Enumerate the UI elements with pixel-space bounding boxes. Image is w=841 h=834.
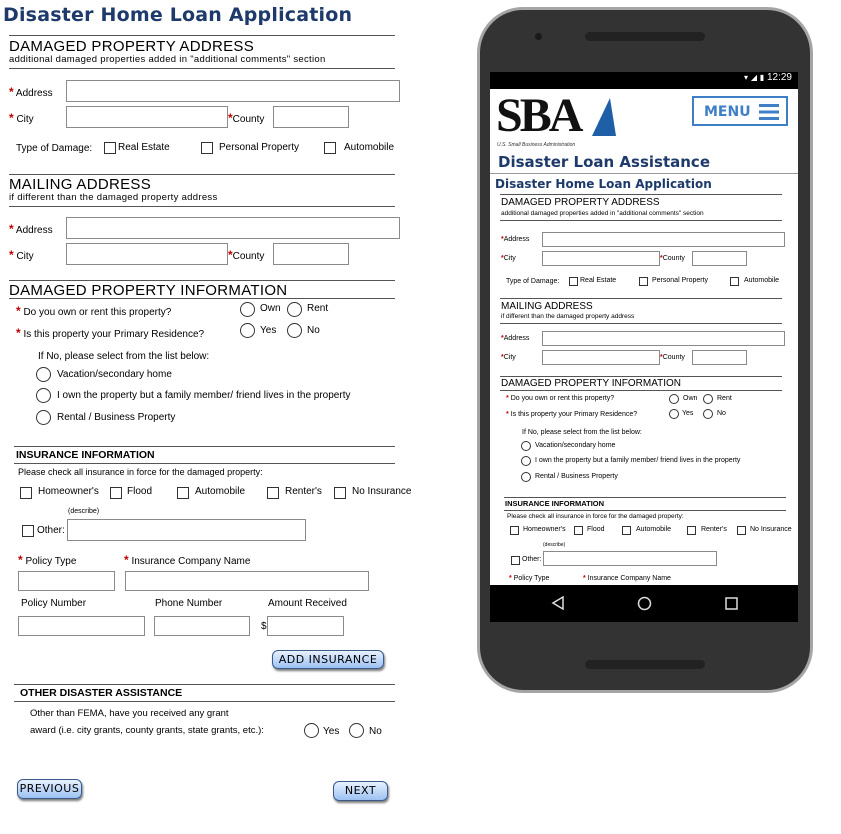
- dollar-sign: $: [261, 621, 267, 632]
- amount-received-input[interactable]: [267, 616, 344, 636]
- mailing-address-subheading: if different than the damaged property address: [9, 192, 218, 203]
- mailing-address-heading: MAILING ADDRESS: [9, 176, 152, 193]
- home-circle-icon[interactable]: [637, 596, 652, 611]
- sba-logo[interactable]: SBA: [496, 89, 581, 142]
- own-rent-question: * Do you own or rent this property?: [16, 304, 172, 318]
- renters-label: Renter's: [285, 486, 322, 497]
- automobile-label: Automobile: [744, 277, 780, 284]
- county-label: *County: [660, 354, 685, 361]
- county-label: *County: [228, 248, 265, 262]
- address-label: * Address: [9, 85, 53, 99]
- auto-insurance-checkbox[interactable]: [622, 526, 631, 535]
- describe-hint: (describe): [543, 542, 566, 548]
- damaged-address-input[interactable]: [66, 80, 400, 102]
- primary-yes-radio[interactable]: [240, 323, 255, 338]
- grant-yes-radio[interactable]: [304, 723, 319, 738]
- menu-label: MENU: [704, 104, 751, 120]
- amount-received-label: Amount Received: [268, 598, 347, 609]
- mailing-subheading: if different than the damaged property address: [501, 313, 635, 320]
- wifi-icon: ▾: [744, 73, 749, 82]
- type-of-damage-label: Type of Damage:: [16, 143, 93, 154]
- homeowners-label: Homeowner's: [38, 486, 99, 497]
- other-insurance-input[interactable]: [543, 551, 717, 566]
- divider: [504, 497, 786, 498]
- damaged-address-input[interactable]: [542, 232, 785, 247]
- speaker-grille: [585, 660, 705, 669]
- yes-label: Yes: [260, 325, 277, 336]
- page-title: Disaster Home Loan Application: [3, 4, 353, 26]
- family-member-label: I own the property but a family member/ friend lives in the property: [535, 457, 741, 464]
- automobile-label: Automobile: [344, 142, 395, 153]
- divider: [500, 220, 782, 221]
- rental-label: Rental / Business Property: [57, 412, 176, 423]
- automobile-checkbox[interactable]: [324, 142, 336, 154]
- rent-label: Rent: [307, 303, 329, 314]
- divider: [500, 390, 782, 391]
- primary-residence-question: * Is this property your Primary Residence?: [506, 411, 638, 418]
- no-label: No: [717, 410, 726, 417]
- divider: [500, 323, 782, 324]
- rental-radio[interactable]: [521, 472, 531, 482]
- real-estate-label: Real Estate: [580, 277, 617, 284]
- android-nav-bar: [490, 585, 798, 622]
- mailing-address-input[interactable]: [66, 217, 400, 239]
- damaged-city-input[interactable]: [66, 106, 228, 128]
- address-label: * Address: [9, 222, 53, 236]
- personal-property-label: Personal Property: [219, 142, 300, 153]
- policy-type-label: * Policy Type: [18, 553, 77, 567]
- family-member-label: I own the property but a family member/ friend lives in the property: [57, 390, 351, 401]
- damaged-heading: DAMAGED PROPERTY ADDRESS: [501, 197, 660, 208]
- own-label: Own: [260, 303, 281, 314]
- homeowners-label: Homeowner's: [523, 526, 566, 533]
- auto-insurance-checkbox[interactable]: [177, 487, 189, 499]
- rent-radio[interactable]: [703, 394, 713, 404]
- divider: [14, 446, 395, 447]
- signal-icon: ◢: [750, 73, 757, 82]
- rent-radio[interactable]: [287, 302, 302, 317]
- divider: [9, 206, 395, 207]
- divider: [9, 174, 395, 175]
- flood-checkbox[interactable]: [574, 526, 583, 535]
- divider: [9, 280, 395, 281]
- own-rent-question: * Do you own or rent this property?: [506, 395, 615, 402]
- status-bar: [490, 72, 798, 89]
- mailing-city-input[interactable]: [542, 350, 660, 365]
- policy-number-label: Policy Number: [21, 598, 87, 609]
- describe-hint: (describe): [68, 508, 100, 515]
- renters-checkbox[interactable]: [687, 526, 696, 535]
- no-insurance-checkbox[interactable]: [737, 526, 746, 535]
- property-info-heading: DAMAGED PROPERTY INFORMATION: [501, 378, 682, 389]
- if-no-instruction: If No, please select from the list below:: [522, 429, 642, 436]
- phone-screen: [490, 72, 798, 622]
- speaker-grille: [585, 32, 705, 41]
- damaged-county-input[interactable]: [692, 251, 747, 266]
- city-label: * City: [9, 248, 34, 262]
- divider: [490, 173, 798, 174]
- status-time: 12:29: [766, 72, 792, 83]
- mailing-city-input[interactable]: [66, 243, 228, 265]
- policy-type-label: * Policy Type: [509, 575, 550, 582]
- damaged-address-heading: DAMAGED PROPERTY ADDRESS: [9, 38, 255, 55]
- vacation-radio[interactable]: [521, 441, 531, 451]
- flood-label: Flood: [587, 526, 605, 533]
- hamburger-icon: [759, 104, 779, 120]
- family-member-radio[interactable]: [36, 388, 51, 403]
- add-insurance-button[interactable]: ADD INSURANCE: [272, 650, 384, 669]
- mailing-heading: MAILING ADDRESS: [501, 301, 593, 312]
- personal-property-checkbox[interactable]: [201, 142, 213, 154]
- phone-number-label: Phone Number: [155, 598, 223, 609]
- renters-checkbox[interactable]: [267, 487, 279, 499]
- company-name-label: * Insurance Company Name: [124, 553, 251, 567]
- personal-property-label: Personal Property: [652, 277, 709, 284]
- rental-label: Rental / Business Property: [535, 473, 618, 480]
- sba-logo-wedge-icon: [590, 96, 616, 138]
- divider: [9, 68, 395, 69]
- real-estate-checkbox[interactable]: [569, 277, 578, 286]
- previous-button[interactable]: PREVIOUS: [17, 779, 82, 799]
- insurance-instruction: Please check all insurance in force for the damaged property:: [507, 513, 684, 520]
- next-button[interactable]: NEXT: [333, 781, 388, 801]
- primary-residence-question: * Is this property your Primary Residence?: [16, 326, 205, 340]
- own-radio[interactable]: [669, 394, 679, 404]
- other-assistance-heading: OTHER DISASTER ASSISTANCE: [20, 687, 183, 699]
- vacation-label: Vacation/secondary home: [57, 369, 172, 380]
- own-label: Own: [683, 395, 698, 402]
- damaged-county-input[interactable]: [273, 106, 349, 128]
- auto-insurance-label: Automobile: [636, 526, 672, 533]
- address-label: *Address: [501, 236, 530, 243]
- property-info-heading: DAMAGED PROPERTY INFORMATION: [9, 282, 288, 299]
- grant-question-line1: Other than FEMA, have you received any grant: [30, 708, 229, 719]
- grant-no-radio[interactable]: [349, 723, 364, 738]
- divider: [504, 510, 786, 511]
- rental-radio[interactable]: [36, 410, 51, 425]
- real-estate-checkbox[interactable]: [104, 142, 116, 154]
- if-no-instruction: If No, please select from the list below:: [38, 351, 210, 362]
- back-triangle-icon[interactable]: [551, 596, 565, 610]
- other-insurance-checkbox[interactable]: [511, 556, 520, 565]
- policy-number-input[interactable]: [18, 616, 145, 636]
- insurance-instruction: Please check all insurance in force for the damaged property:: [18, 467, 263, 477]
- county-label: *County: [228, 111, 265, 125]
- damaged-subheading: additional damaged properties added in "additional comments" section: [501, 210, 704, 217]
- company-name-label: * Insurance Company Name: [583, 575, 671, 582]
- grant-yes-label: Yes: [323, 726, 340, 737]
- insurance-heading: INSURANCE INFORMATION: [16, 449, 155, 461]
- automobile-checkbox[interactable]: [730, 277, 739, 286]
- flood-label: Flood: [127, 486, 153, 497]
- type-of-damage-label: Type of Damage:: [506, 278, 560, 285]
- family-member-radio[interactable]: [521, 456, 531, 466]
- personal-property-checkbox[interactable]: [639, 277, 648, 286]
- county-label: *County: [660, 255, 685, 262]
- company-name-input[interactable]: [125, 571, 369, 591]
- sba-logo-sub: U.S. Small Business Administration: [497, 142, 576, 148]
- grant-no-label: No: [369, 726, 382, 737]
- yes-label: Yes: [682, 410, 694, 417]
- site-title: Disaster Loan Assistance: [498, 153, 710, 171]
- vacation-label: Vacation/secondary home: [535, 442, 616, 449]
- primary-no-radio[interactable]: [287, 323, 302, 338]
- policy-type-input[interactable]: [18, 571, 115, 591]
- vacation-radio[interactable]: [36, 367, 51, 382]
- rent-label: Rent: [717, 395, 732, 402]
- phone-number-input[interactable]: [154, 616, 250, 636]
- own-radio[interactable]: [240, 302, 255, 317]
- divider: [14, 701, 395, 702]
- grant-question-line2: award (i.e. city grants, county grants, state grants, etc.):: [30, 725, 264, 736]
- no-label: No: [307, 325, 320, 336]
- damaged-address-subheading: additional damaged properties added in "additional comments" section: [9, 54, 326, 65]
- other-label: Other:: [522, 556, 542, 563]
- camera-icon: [535, 33, 542, 40]
- primary-no-radio[interactable]: [703, 409, 713, 419]
- divider: [500, 376, 782, 377]
- divider: [500, 298, 782, 299]
- city-label: *City: [501, 255, 516, 262]
- mailing-county-input[interactable]: [692, 350, 747, 365]
- city-label: * City: [9, 111, 34, 125]
- no-insurance-label: No Insurance: [750, 526, 792, 533]
- divider: [9, 298, 395, 299]
- mailing-address-input[interactable]: [542, 331, 785, 346]
- damaged-city-input[interactable]: [542, 251, 660, 266]
- homeowners-checkbox[interactable]: [20, 487, 32, 499]
- menu-button[interactable]: [692, 96, 788, 126]
- insurance-heading: INSURANCE INFORMATION: [505, 499, 605, 508]
- other-label: Other:: [37, 525, 65, 536]
- other-insurance-checkbox[interactable]: [22, 525, 34, 537]
- city-label: *City: [501, 354, 516, 361]
- divider: [14, 684, 395, 685]
- real-estate-label: Real Estate: [118, 142, 170, 153]
- battery-icon: ▮: [759, 73, 765, 82]
- divider: [14, 463, 395, 464]
- no-insurance-checkbox[interactable]: [334, 487, 346, 499]
- other-insurance-input[interactable]: [67, 519, 306, 541]
- homeowners-checkbox[interactable]: [510, 526, 519, 535]
- flood-checkbox[interactable]: [110, 487, 122, 499]
- divider: [500, 194, 782, 195]
- app-title: Disaster Home Loan Application: [495, 177, 712, 191]
- auto-insurance-label: Automobile: [195, 486, 246, 497]
- recents-square-icon[interactable]: [725, 597, 738, 610]
- mailing-county-input[interactable]: [273, 243, 349, 265]
- divider: [9, 35, 395, 36]
- primary-yes-radio[interactable]: [669, 409, 679, 419]
- address-label: *Address: [501, 335, 530, 342]
- renters-label: Renter's: [701, 526, 727, 533]
- no-insurance-label: No Insurance: [352, 486, 412, 497]
